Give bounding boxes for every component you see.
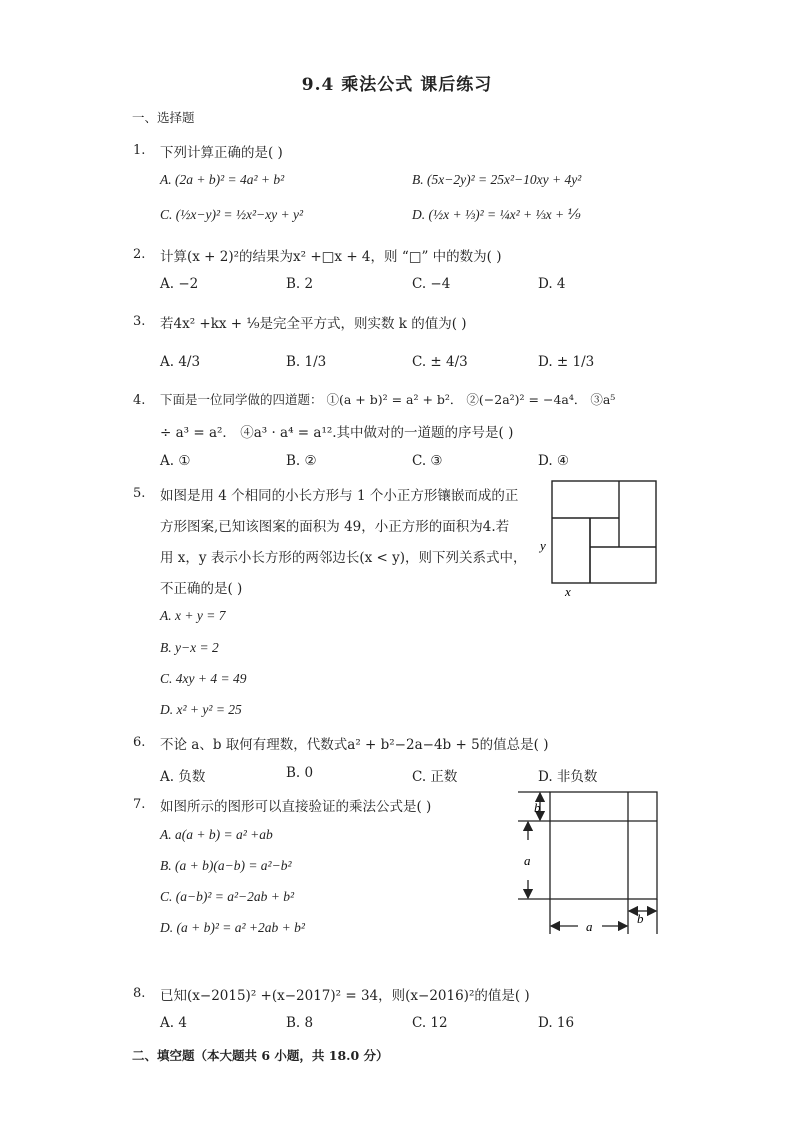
option-a: A. −2 [160,276,199,292]
question-number: 5. [133,486,146,501]
option-a: A. 4 [160,1015,187,1031]
question5-square-figure [538,478,662,600]
option-c: C. 正数 [412,769,458,785]
option-d: D. ④ [538,453,570,469]
question-number: 1. [133,143,146,158]
question-stem-line: 下面是一位同学做的四道题： ①(a + b)² = a² + b²． ②(−2a²)² = −4a⁴． ③a⁵ [160,392,616,407]
question-stem-line: 用 x，y 表示小长方形的两邻边长(x < y)，则下列关系式中， [160,550,527,566]
question-stem: 已知(x−2015)² +(x−2017)² = 34，则(x−2016)²的值是( ) [160,988,530,1004]
question-number: 8. [133,986,146,1001]
option-b: B. y−x = 2 [160,640,219,655]
option-c: C. (a−b)² = a²−2ab + b² [160,889,295,904]
option-d: D. (a + b)² = a² +2ab + b² [160,920,305,935]
option-c: C. 4xy + 4 = 49 [160,671,247,686]
label-y: y [540,538,546,553]
option-a: A. (2a + b)² = 4a² + b² [160,172,285,187]
section-heading-fill: 二、填空题（本大题共 6 小题，共 18.0 分） [132,1048,389,1063]
question-stem-line: 方形图案,已知该图案的面积为 49，小正方形的面积为4.若 [160,519,510,535]
question-number: 3. [133,314,146,329]
option-c: C. (½x−y)² = ½x²−xy + y² [160,207,304,222]
page-title: 9.4 乘法公式 课后练习 [301,75,493,95]
option-d: D. x² + y² = 25 [160,702,242,717]
option-d: D. 非负数 [538,769,598,785]
question-number: 2. [133,247,146,262]
question-stem-line: ÷ a³ = a²． ④a³ · a⁴ = a¹².其中做对的一道题的序号是( ) [160,425,514,441]
option-d: D. ± 1/3 [538,354,595,370]
option-a: A. a(a + b) = a² +ab [160,827,273,842]
option-a: A. 负数 [160,769,206,785]
option-c: C. −4 [412,276,451,292]
question7-square-figure [510,785,664,937]
option-b: B. (a + b)(a−b) = a²−b² [160,858,292,873]
section-heading-choice: 一、选择题 [132,110,195,125]
option-c: C. ± 4/3 [412,354,468,370]
option-b: B. ② [286,453,317,469]
question-number: 4. [133,393,146,408]
label-a-left: a [524,853,531,868]
option-d: D. 4 [538,276,566,292]
question-stem: 下列计算正确的是( ) [160,145,283,161]
option-a: A. x + y = 7 [160,608,226,623]
option-d: D. (½x + ⅓)² = ¼x² + ⅓x + ⅑ [412,207,581,222]
question-stem-line: 不正确的是( ) [160,581,243,597]
option-a: A. 4/3 [160,354,201,370]
option-b: B. 1/3 [286,354,327,370]
option-b: B. 2 [286,276,314,292]
label-x: x [565,584,571,599]
label-b-left: b [534,800,541,815]
question-number: 6. [133,735,146,750]
question-stem: 若4x² +kx + ⅑是完全平方式，则实数 k 的值为( ) [160,316,467,332]
option-b: B. (5x−2y)² = 25x²−10xy + 4y² [412,172,582,187]
question-number: 7. [133,797,146,812]
question-stem-line: 如图是用 4 个相同的小长方形与 1 个小正方形镶嵌而成的正 [160,488,519,504]
option-a: A. ① [160,453,191,469]
outer-square [550,792,657,899]
label-a-bottom: a [586,919,593,934]
option-c: C. 12 [412,1015,448,1031]
question-stem: 如图所示的图形可以直接验证的乘法公式是( ) [160,799,432,815]
option-b: B. 8 [286,1015,314,1031]
option-c: C. ③ [412,453,443,469]
label-b-bottom: b [637,911,644,926]
option-d: D. 16 [538,1015,575,1031]
outer-square [552,481,656,583]
option-b: B. 0 [286,765,314,781]
question-stem: 不论 a、b 取何有理数，代数式a² + b²−2a−4b + 5的值总是( ) [160,737,549,753]
question-stem: 计算(x + 2)²的结果为x² +□x + 4，则 “□” 中的数为( ) [160,249,502,265]
